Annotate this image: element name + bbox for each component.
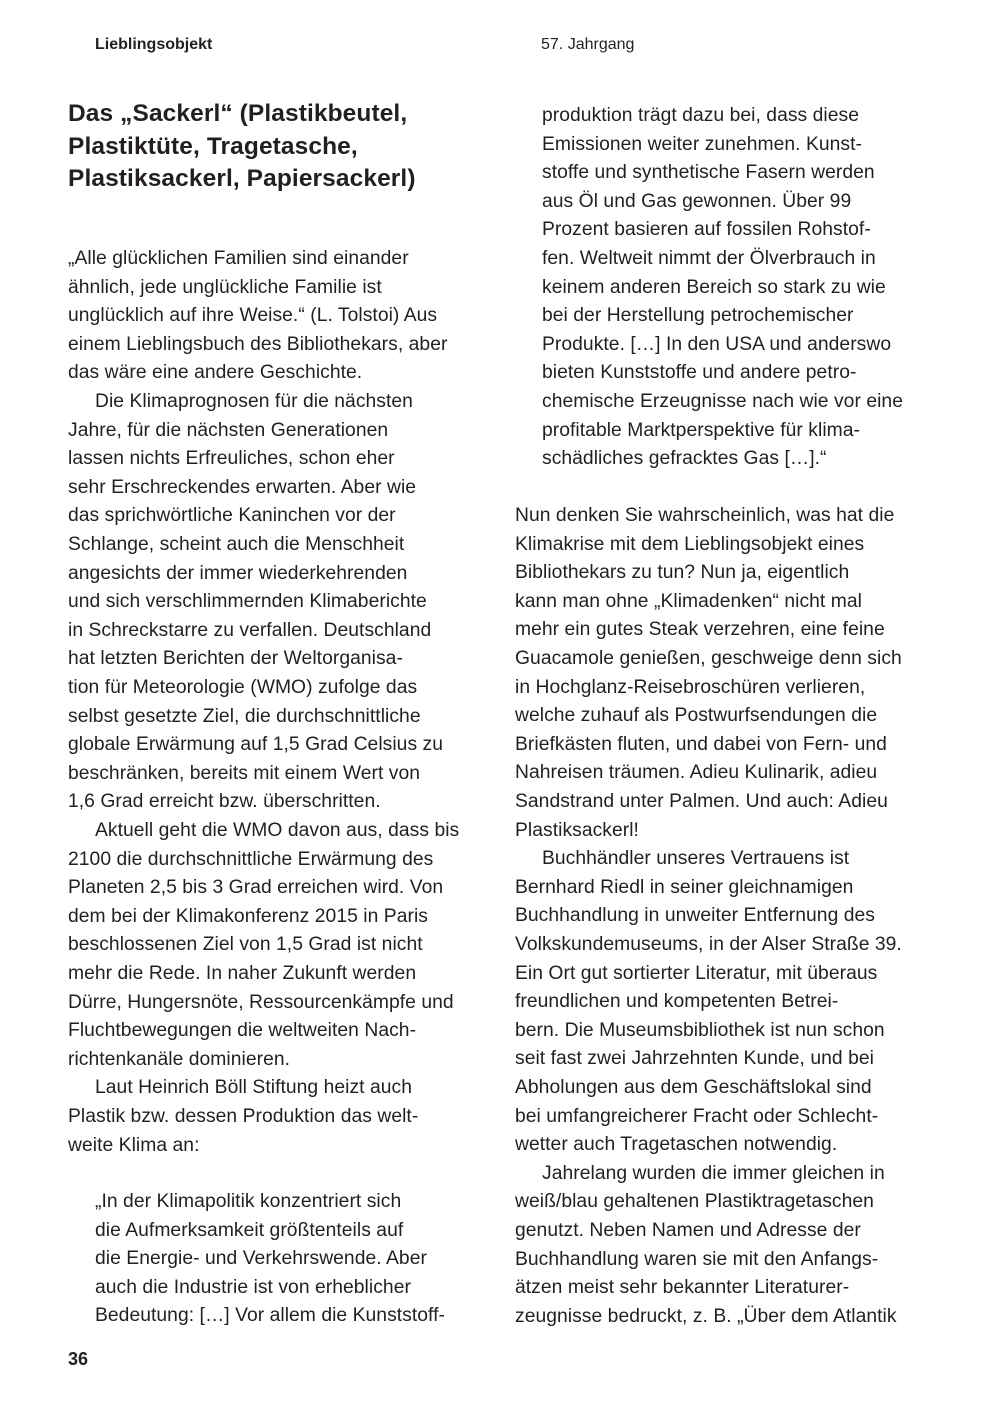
paragraph-line: bern. Die Museumsbibliothek ist nun schon <box>515 1019 885 1041</box>
paragraph-line: wetter auch Tragetaschen notwendig. <box>515 1134 838 1156</box>
blockquote-line: produktion trägt dazu bei, dass diese <box>542 105 859 126</box>
paragraph-line: in Hochglanz-Reisebroschüren verlieren, <box>515 676 866 698</box>
paragraph-line: das wäre eine andere Geschichte. <box>68 362 363 384</box>
paragraph-line: ätzen meist sehr bekannter Literaturer- <box>515 1277 850 1299</box>
paragraph-line: Nahreisen träumen. Adieu Kulinarik, adieu <box>515 762 878 784</box>
title-line: Plastiktüte, Tragetasche, <box>68 132 358 160</box>
paragraph-line: globale Erwärmung auf 1,5 Grad Celsius zu <box>68 734 444 756</box>
blockquote-line: schädliches gefracktes Gas […].“ <box>542 448 827 470</box>
blockquote-line: profitable Marktperspektive für klima- <box>542 419 861 441</box>
paragraph-first-line: Aktuell geht die WMO davon aus, dass bis <box>95 820 460 841</box>
blockquote-line: aus Öl und Gas gewonnen. Über 99 <box>542 190 852 212</box>
paragraph-line: selbst gesetzte Ziel, die durchschnittliche <box>68 705 421 727</box>
paragraph-first-line: Jahrelang wurden die immer gleichen in <box>542 1162 885 1184</box>
paragraph-line: in Schreckstarre zu verfallen. Deutschland <box>68 619 432 641</box>
paragraph-line: hat letzten Berichten der Weltorganisa- <box>68 648 403 670</box>
blockquote-line: stoffe und synthetische Fasern werden <box>542 162 875 184</box>
blockquote-line: „In der Klimapolitik konzentriert sich <box>95 1191 402 1212</box>
paragraph-line: Guacamole genießen, geschweige denn sich <box>515 648 902 669</box>
paragraph-line: beschränken, bereits mit einem Wert von <box>68 762 421 784</box>
page-number: 36 <box>68 1349 89 1369</box>
paragraph-line: seit fast zwei Jahrzehnten Kunde, und bei <box>515 1048 874 1070</box>
paragraph-line: und sich verschlimmernden Klimaberichte <box>68 591 427 613</box>
blockquote-line: bei der Herstellung petrochemischer <box>542 305 854 327</box>
article-title <box>68 98 508 196</box>
paragraph-line: einem Lieblingsbuch des Bibliothekars, aber <box>68 333 448 355</box>
paragraph-line: Planeten 2,5 bis 3 Grad erreichen wird. Von <box>68 877 444 899</box>
blockquote-line: Prozent basieren auf fossilen Rohstof- <box>542 219 871 241</box>
paragraph-line: das sprichwörtliche Kaninchen vor der <box>68 505 396 527</box>
paragraph-line: ähnlich, jede unglückliche Familie ist <box>68 276 382 298</box>
paragraph-line: sehr Erschreckendes erwarten. Aber wie <box>68 476 417 498</box>
blockquote-line: auch die Industrie ist von erheblicher <box>95 1276 411 1298</box>
paragraph-line: Buchhandlung waren sie mit den Anfangs- <box>515 1248 879 1270</box>
paragraph-line: mehr ein gutes Steak verzehren, eine feine <box>515 619 885 641</box>
blockquote-line: chemische Erzeugnisse nach wie vor eine <box>542 391 903 412</box>
paragraph-line: Schlange, scheint auch die Menschheit <box>68 534 405 555</box>
paragraph-line: freundlichen und kompetenten Betrei- <box>515 991 839 1013</box>
blockquote-line: Produkte. […] In den USA und anderswo <box>542 333 892 355</box>
paragraph-first-line: „Alle glücklichen Familien sind einander <box>68 248 409 269</box>
paragraph-line: genutzt. Neben Namen und Adresse der <box>515 1220 861 1241</box>
paragraph-line: beschlossenen Ziel von 1,5 Grad ist nicht <box>68 934 423 956</box>
paragraph-line: mehr die Rede. In naher Zukunft werden <box>68 963 417 984</box>
paragraph-line: dem bei der Klimakonferenz 2015 in Paris <box>68 905 428 927</box>
running-head-section: Lieblingsobjekt <box>95 36 213 53</box>
paragraph-line: Volkskundemuseums, in der Alser Straße 39. <box>515 934 902 955</box>
blockquote-line: die Energie- und Verkehrswende. Aber <box>95 1248 427 1270</box>
blockquote-line: fen. Weltweit nimmt der Ölverbrauch in <box>542 248 876 269</box>
paragraph-line: 2100 die durchschnittliche Erwärmung des <box>68 848 434 870</box>
paragraph-line: bei umfangreicherer Fracht oder Schlecht- <box>515 1105 879 1127</box>
paragraph-line: weite Klima an: <box>68 1134 200 1156</box>
paragraph-line: unglücklich auf ihre Weise.“ (L. Tolstoi) Aus <box>68 305 438 327</box>
paragraph-line: Abholungen aus dem Geschäftslokal sind <box>515 1077 872 1098</box>
paragraph-line: Dürre, Hungersnöte, Ressourcenkämpfe und <box>68 991 454 1013</box>
paragraph-line: Bibliothekars zu tun? Nun ja, eigentlich <box>515 562 850 584</box>
paragraph-line: Sandstrand unter Palmen. Und auch: Adieu <box>515 791 888 812</box>
paragraph-line: lassen nichts Erfreuliches, schon eher <box>68 448 395 470</box>
blockquote-line: Bedeutung: […] Vor allem die Kunststoff- <box>95 1305 445 1327</box>
running-head-volume: 57. Jahrgang <box>541 36 635 53</box>
paragraph-line: zeugnisse bedruckt, z. B. „Über dem Atlantik <box>515 1305 897 1327</box>
paragraph-line: richtenkanäle dominieren. <box>68 1048 291 1070</box>
paragraph-line: welche zuhauf als Postwurfsendungen die <box>515 705 878 727</box>
paragraph-line: weiß/blau gehaltenen Plastiktragetaschen <box>515 1191 874 1213</box>
paragraph-first-line: Nun denken Sie wahrscheinlich, was hat die <box>515 505 895 526</box>
paragraph-line: Plastiksackerl! <box>515 819 639 841</box>
paragraph-line: Briefkästen fluten, und dabei von Fern- und <box>515 733 887 755</box>
paragraph-line: Jahre, für die nächsten Generationen <box>68 419 389 441</box>
title-line: Plastiksackerl, Papiersackerl) <box>68 165 416 192</box>
blockquote-line: Emissionen weiter zunehmen. Kunst- <box>542 133 862 155</box>
paragraph-first-line: Laut Heinrich Böll Stiftung heizt auch <box>95 1077 413 1099</box>
blockquote-line: keinem anderen Bereich so stark zu wie <box>542 276 886 298</box>
paragraph-line: tion für Meteorologie (WMO) zufolge das <box>68 677 418 698</box>
paragraph-line: 1,6 Grad erreicht bzw. überschritten. <box>68 791 381 813</box>
paragraph-line: Ein Ort gut sortierter Literatur, mit überaus <box>515 962 878 984</box>
paragraph-line: Fluchtbewegungen die weltweiten Nach- <box>68 1020 417 1042</box>
paragraph-line: Klimakrise mit dem Lieblingsobjekt eines <box>515 533 865 555</box>
paragraph-line: Buchhandlung in unweiter Entfernung des <box>515 905 875 927</box>
paragraph-line: Bernhard Riedl in seiner gleichnamigen <box>515 876 854 898</box>
paragraph-first-line: Buchhändler unseres Vertrauens ist <box>542 848 850 870</box>
paragraph-line: kann man ohne „Klimadenken“ nicht mal <box>515 590 862 612</box>
blockquote-line: bieten Kunststoffe und andere petro- <box>542 362 857 384</box>
paragraph-line: angesichts der immer wiederkehrenden <box>68 562 408 584</box>
paragraph-first-line: Die Klimaprognosen für die nächsten <box>95 391 413 412</box>
title-line: Das „Sackerl“ (Plastikbeutel, <box>68 100 408 127</box>
paragraph-line: Plastik bzw. dessen Produktion das welt- <box>68 1106 419 1127</box>
blockquote-line: die Aufmerksamkeit größtenteils auf <box>95 1219 404 1241</box>
